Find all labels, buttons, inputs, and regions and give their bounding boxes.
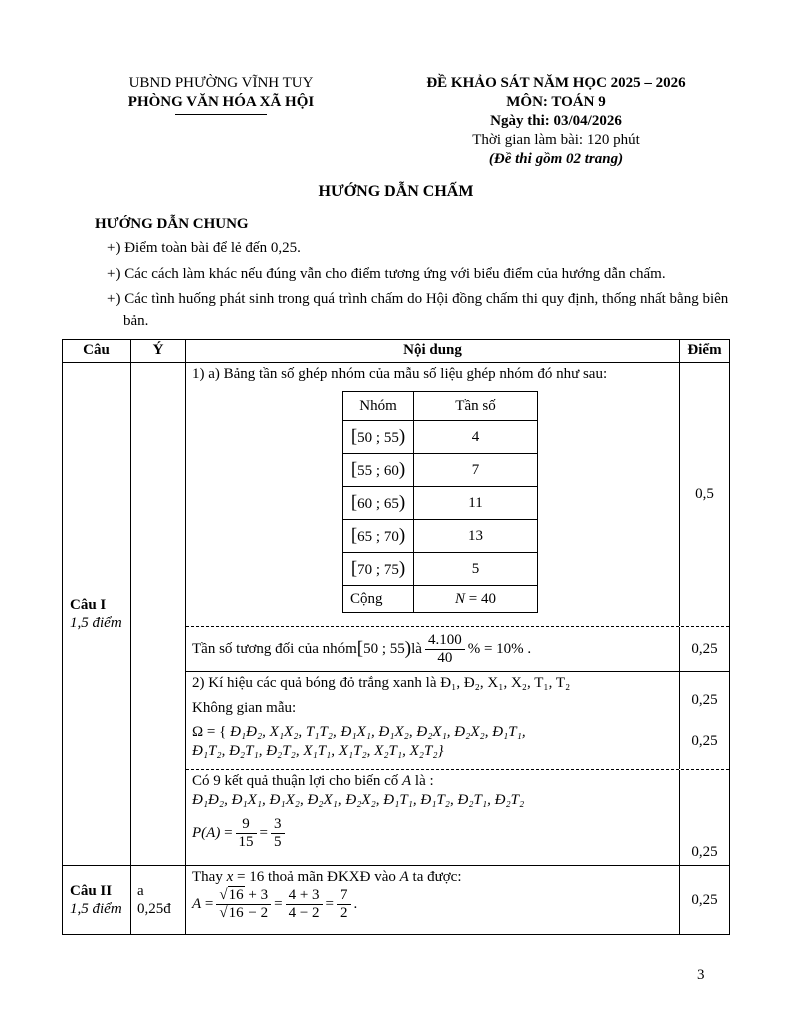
open-bracket: [ bbox=[350, 492, 358, 514]
cau2-part-content bbox=[186, 866, 680, 934]
cau1-label: Câu I bbox=[70, 596, 107, 613]
cau1-part1-content bbox=[186, 363, 680, 626]
issuing-org-block bbox=[66, 74, 376, 169]
equals-sign: = bbox=[259, 824, 269, 841]
score-value: 0,25 bbox=[691, 692, 718, 708]
equals-sign: = bbox=[224, 824, 233, 841]
omega-symbol: Ω = { bbox=[192, 723, 231, 740]
freq-total-row bbox=[343, 586, 538, 613]
close-bracket: ) bbox=[398, 525, 406, 547]
fraction-denominator bbox=[216, 905, 271, 922]
fraction-numerator: 9 bbox=[236, 816, 257, 834]
cau1-part4-row bbox=[186, 769, 729, 865]
part3-line2: Không gian mẫu: bbox=[192, 700, 297, 716]
cau2-content bbox=[186, 866, 729, 934]
cau2-points: 1,5 điểm bbox=[70, 901, 122, 918]
freq-row bbox=[343, 487, 538, 520]
page-number: 3 bbox=[697, 967, 705, 983]
cau1-part4-content bbox=[186, 770, 680, 865]
fraction bbox=[236, 816, 257, 851]
open-bracket: [ bbox=[350, 525, 358, 547]
omega-elements1: Đ₁Đ₂, X₁X₂, T₁T₂, Đ₁X₁, Đ₁X₂, Đ₂X₁, Đ₂X₂, Đ₁T₁, bbox=[230, 723, 526, 740]
group-freq: 7 bbox=[414, 454, 538, 487]
close-bracket: ) bbox=[398, 459, 406, 481]
close-bracket: ) bbox=[404, 638, 412, 660]
square-root bbox=[219, 904, 244, 921]
group-range: 70 ; 75 bbox=[357, 562, 399, 579]
fraction-denominator: 40 bbox=[437, 649, 453, 666]
cau1-points: 1,5 điểm bbox=[70, 615, 122, 632]
equals-sign: = bbox=[204, 896, 214, 913]
radical-sign: √ bbox=[219, 905, 228, 921]
general-guidelines-title: HƯỚNG DẪN CHUNG bbox=[95, 216, 249, 232]
org-parent-name: UBND PHƯỜNG VĨNH TUY bbox=[128, 75, 314, 91]
fraction bbox=[216, 887, 271, 922]
equals-sign: = bbox=[325, 896, 334, 913]
header-y: Ý bbox=[131, 340, 186, 362]
cau2-intro-post: ta được: bbox=[408, 869, 462, 886]
table-row-cau1 bbox=[63, 363, 729, 865]
probability-formula bbox=[192, 816, 675, 851]
fraction-numerator: 7 bbox=[337, 887, 351, 905]
score-cell: 0,5 bbox=[695, 486, 714, 503]
frequency-table-header bbox=[343, 392, 538, 421]
cau2-y-cell bbox=[131, 866, 186, 934]
header-noidung: Nội dung bbox=[186, 340, 680, 362]
fraction bbox=[337, 887, 351, 922]
org-name: PHÒNG VĂN HÓA XÃ HỘI bbox=[127, 94, 315, 110]
square-root bbox=[219, 886, 244, 903]
part4-outcomes: Đ₁Đ₂, Đ₁X₁, Đ₁X₂, Đ₂X₁, Đ₂X₂, Đ₁T₁, Đ₁T₂, Đ₂T₁, Đ₂T₂ bbox=[192, 792, 525, 808]
score-cell: 0,25 bbox=[691, 843, 718, 860]
open-bracket: [ bbox=[350, 459, 358, 481]
group-range: 55 ; 60 bbox=[357, 463, 399, 480]
score-value: 0,25 bbox=[691, 732, 718, 749]
freq-row bbox=[343, 520, 538, 553]
group-range: 60 ; 65 bbox=[357, 496, 399, 513]
radicand: 16 bbox=[228, 887, 244, 903]
table-row-cau2 bbox=[63, 865, 729, 934]
header-cau: Câu bbox=[63, 340, 131, 362]
fraction-denominator: 2 bbox=[340, 905, 348, 921]
frequency-table bbox=[342, 391, 538, 613]
exam-date: Ngày thi: 03/04/2026 bbox=[490, 113, 622, 129]
part2-text-mid: là bbox=[411, 640, 422, 657]
document-title: HƯỚNG DẪN CHẤM bbox=[318, 183, 474, 200]
part3-line1: 2) Kí hiệu các quả bóng đỏ trắng xanh là Đ₁, Đ₂, X₁, X₂, T₁, T₂ bbox=[192, 675, 571, 692]
close-bracket: ) bbox=[398, 492, 406, 514]
fraction bbox=[271, 816, 285, 851]
cau2-part-row bbox=[186, 866, 729, 934]
total-value: = 40 bbox=[465, 590, 496, 607]
score-cell-stack bbox=[680, 672, 729, 769]
event-variable: A bbox=[401, 773, 412, 790]
exam-duration: Thời gian làm bài: 120 phút bbox=[472, 132, 640, 148]
group-range: 65 ; 70 bbox=[357, 529, 399, 546]
part2-text-post: % = 10% . bbox=[467, 640, 532, 657]
letterhead bbox=[0, 0, 792, 169]
exam-info-block bbox=[376, 74, 736, 169]
radicand: 16 bbox=[228, 905, 244, 921]
cau1-part2-row bbox=[186, 626, 729, 671]
score-cell: 0,25 bbox=[691, 640, 718, 657]
freq-row bbox=[343, 421, 538, 454]
cau2-intro-pre: Thay bbox=[192, 869, 227, 886]
fraction-numerator: 4.100 bbox=[425, 632, 465, 650]
cau1-part2-content bbox=[186, 627, 680, 671]
omega-line1 bbox=[192, 723, 675, 742]
part4-line1-pre: Có 9 kết quả thuận lợi cho biến cố bbox=[192, 773, 402, 790]
part2-interval: 50 ; 55 bbox=[363, 640, 405, 657]
cau2-intro bbox=[192, 868, 675, 887]
omega-line2: Đ₁T₂, Đ₂T₁, Đ₂T₂, X₁T₁, X₁T₂, X₂T₁, X₂T₂} bbox=[192, 742, 444, 759]
cau2-label: Câu II bbox=[70, 882, 113, 899]
group-range: 50 ; 55 bbox=[357, 430, 399, 447]
group-freq: 13 bbox=[414, 520, 538, 553]
cau1-part3-row bbox=[186, 671, 729, 769]
part2-text-pre: Tần số tương đối của nhóm bbox=[192, 640, 357, 657]
freq-col1-header: Nhóm bbox=[343, 392, 414, 421]
x-variable: x bbox=[226, 869, 234, 886]
general-guidelines bbox=[95, 215, 744, 332]
exam-subject: MÔN: TOÁN 9 bbox=[506, 94, 606, 110]
probability-lhs: P(A) bbox=[192, 824, 221, 841]
a-variable: A bbox=[399, 869, 409, 886]
header-diem: Điểm bbox=[687, 342, 722, 359]
close-bracket: ) bbox=[398, 558, 406, 580]
group-freq: 4 bbox=[414, 421, 538, 454]
score-cell: 0,25 bbox=[691, 891, 718, 908]
close-bracket: ) bbox=[398, 426, 406, 448]
guideline-item: +) Các tình huống phát sinh trong quá trình chấm do Hội đồng chấm thi quy định, thống nhất bằng biên bản. bbox=[107, 291, 729, 330]
open-bracket: [ bbox=[350, 426, 358, 448]
numerator-rest: + 3 bbox=[244, 887, 269, 903]
guideline-item: +) Điểm toàn bài để lẻ đến 0,25. bbox=[107, 240, 301, 257]
radical-sign: √ bbox=[219, 887, 228, 903]
cau1-part3-content bbox=[186, 672, 680, 769]
part1-intro: 1) a) Bảng tần số ghép nhóm của mẫu số liệu ghép nhóm đó như sau: bbox=[192, 366, 608, 383]
cau1-part1-row bbox=[186, 363, 729, 626]
freq-col2-header: Tần số bbox=[414, 392, 538, 421]
grading-table bbox=[62, 339, 730, 935]
freq-row bbox=[343, 454, 538, 487]
cau2-formula bbox=[192, 887, 675, 922]
open-bracket: [ bbox=[350, 558, 358, 580]
group-freq: 5 bbox=[414, 553, 538, 586]
exam-title: ĐỀ KHẢO SÁT NĂM HỌC 2025 – 2026 bbox=[426, 75, 686, 91]
fraction-denominator: 4 − 2 bbox=[288, 905, 320, 921]
cau2-label-cell bbox=[63, 866, 131, 934]
cau1-label-cell bbox=[63, 363, 131, 865]
fraction bbox=[286, 887, 323, 922]
fraction-denominator: 5 bbox=[274, 833, 282, 850]
fraction-denominator: 15 bbox=[238, 833, 254, 850]
part4-line1 bbox=[192, 772, 675, 791]
fraction-numerator: 3 bbox=[271, 816, 285, 834]
guideline-item: +) Các cách làm khác nếu đúng vẫn cho điểm tương ứng với biểu điểm của hướng dẫn chấm. bbox=[107, 265, 666, 282]
denominator-rest: − 2 bbox=[244, 905, 269, 921]
cau1-y-cell bbox=[131, 363, 186, 865]
equals-sign: = bbox=[274, 896, 283, 913]
cau2-intro-mid: = 16 thoả mãn ĐKXĐ vào bbox=[233, 869, 400, 886]
total-variable: N bbox=[455, 590, 466, 607]
total-label: Cộng bbox=[343, 586, 414, 613]
org-underline-rule bbox=[175, 114, 267, 115]
cau1-content bbox=[186, 363, 729, 865]
fraction-numerator: 4 + 3 bbox=[286, 887, 323, 905]
fraction-numerator bbox=[216, 887, 271, 905]
group-freq: 11 bbox=[414, 487, 538, 520]
cau2-y-points: 0,25đ bbox=[137, 901, 171, 918]
open-bracket: [ bbox=[356, 638, 364, 660]
exam-pages-note: (Đề thi gồm 02 trang) bbox=[488, 151, 624, 167]
fraction bbox=[425, 632, 465, 667]
grading-table-header bbox=[63, 340, 729, 363]
part4-line1-post: là : bbox=[411, 773, 434, 790]
formula-lhs: A bbox=[192, 896, 202, 913]
end-period: . bbox=[353, 896, 358, 913]
cau2-y-label: a bbox=[137, 882, 144, 899]
freq-row bbox=[343, 553, 538, 586]
